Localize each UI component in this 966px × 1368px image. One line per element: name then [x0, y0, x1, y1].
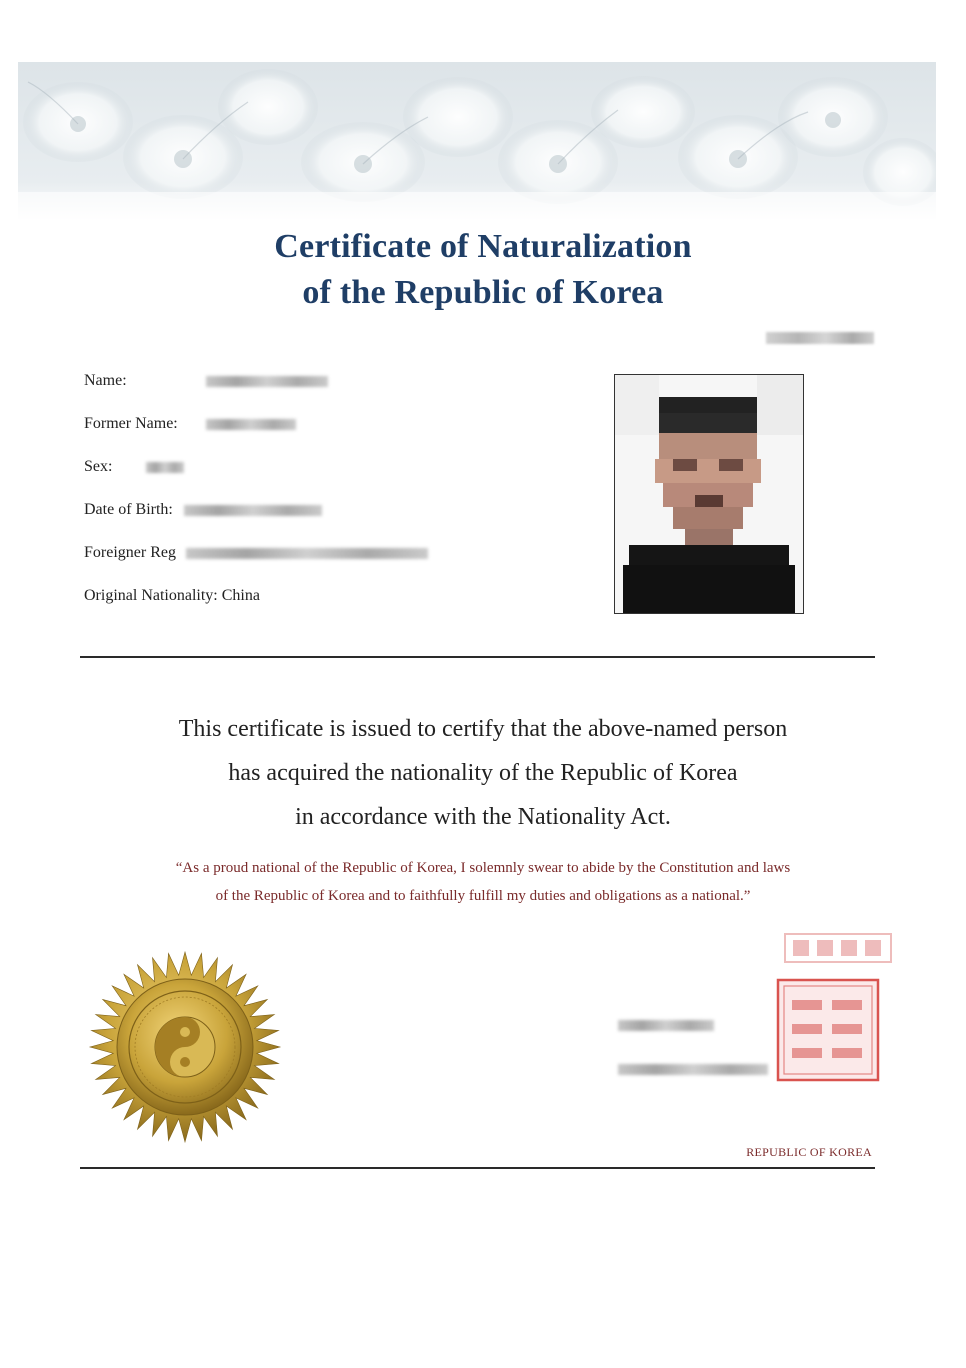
certificate-title-line1: Certificate of Naturalization — [274, 228, 692, 265]
original-nationality-field — [84, 587, 260, 605]
former-name-label: Former Name: — [84, 415, 178, 432]
bottom-divider — [80, 1167, 875, 1169]
footer-country: REPUBLIC OF KOREA — [746, 1145, 872, 1159]
statement-line2: has acquired the nationality of the Republic of Korea — [228, 760, 738, 786]
original-nationality-value: China — [221, 587, 260, 604]
oath-line2: of the Republic of Korea and to faithfully fulfill my duties and obligations as a national.” — [215, 888, 751, 904]
official-stamp-icon — [776, 978, 880, 1082]
name-value-redacted — [206, 376, 328, 387]
oath-line1: “As a proud national of the Republic of Korea, I solemnly swear to abide by the Constitution and laws — [175, 860, 791, 876]
date-of-birth-value-redacted — [184, 505, 322, 516]
stamp-label-icon — [783, 930, 893, 966]
former-name-value-redacted — [206, 419, 296, 430]
original-nationality-label: Original Nationality: — [84, 587, 218, 604]
foreigner-registration-value-redacted — [186, 548, 428, 559]
section-divider — [80, 656, 875, 658]
foreigner-registration-label: Foreigner Reg — [84, 544, 176, 561]
statement-line3: in accordance with the Nationality Act. — [295, 804, 671, 830]
holder-photo — [614, 374, 804, 614]
date-of-birth-label: Date of Birth: — [84, 501, 173, 518]
certificate-number-redacted — [766, 332, 874, 344]
sex-label: Sex: — [84, 458, 113, 475]
gold-seal-icon — [88, 950, 282, 1144]
sex-value-redacted — [146, 462, 184, 473]
statement-line1: This certificate is issued to certify that the above-named person — [178, 716, 788, 742]
hibiscus-banner — [18, 62, 936, 222]
certificate-title-line2: of the Republic of Korea — [302, 274, 664, 311]
issue-date-redacted — [618, 1020, 714, 1031]
name-label: Name: — [84, 372, 127, 389]
minister-name-redacted — [618, 1064, 768, 1075]
